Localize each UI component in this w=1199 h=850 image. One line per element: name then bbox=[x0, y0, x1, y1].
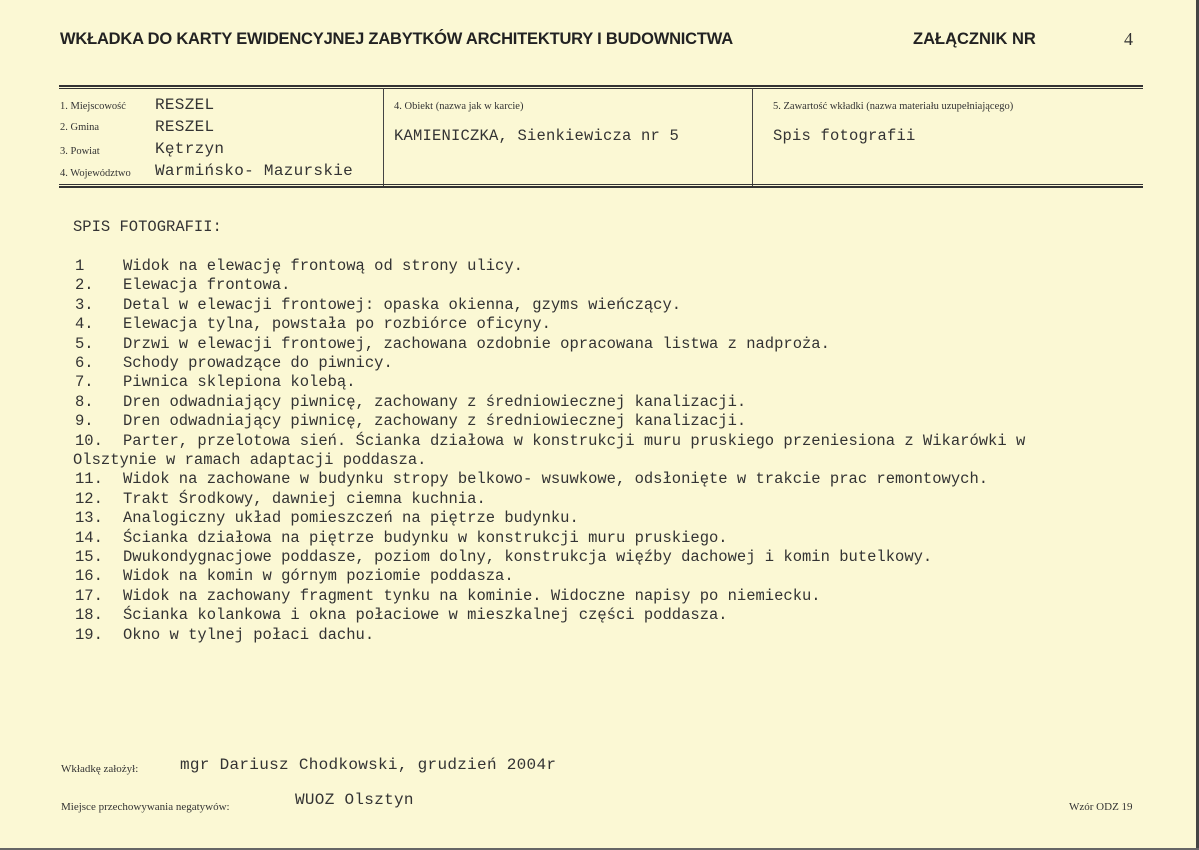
field-value-gmina: RESZEL bbox=[155, 118, 215, 136]
list-item-text: Drzwi w elewacji frontowej, zachowana ozdobnie opracowana listwa z nadproża. bbox=[123, 334, 830, 353]
list-item-continuation: Olsztynie w ramach adaptacji poddasza. bbox=[73, 451, 427, 469]
top-rule-thin bbox=[59, 88, 1143, 89]
list-item-text: Dren odwadniający piwnicę, zachowany z średniowiecznej kanalizacji. bbox=[123, 412, 747, 431]
field-value-obiekt: KAMIENICZKA, Sienkiewicza nr 5 bbox=[394, 127, 680, 145]
list-item-text: Widok na zachowane w budynku stropy belkowo- wsuwkowe, odsłonięte w trakcie prac remontowych. bbox=[123, 470, 989, 489]
attachment-number: 4 bbox=[1124, 29, 1133, 49]
list-item-number: 13. bbox=[75, 509, 103, 528]
field-value-powiat: Kętrzyn bbox=[155, 140, 225, 158]
list-item-number: 17. bbox=[75, 586, 103, 605]
field-value-zawartosc: Spis fotografii bbox=[773, 127, 916, 145]
list-item-text: Analogiczny układ pomieszczeń na piętrze budynku. bbox=[123, 509, 579, 528]
list-item-number: 3. bbox=[75, 295, 94, 314]
field-label-zawartosc: 5. Zawartość wkładki (nazwa materiału uzupełniającego) bbox=[773, 101, 1014, 112]
form-title: WKŁADKA DO KARTY EWIDENCYJNEJ ZABYTKÓW ARCHITEKTURY I BUDOWNICTWA bbox=[60, 30, 733, 48]
list-item-number: 9. bbox=[75, 412, 94, 431]
list-item-number: 15. bbox=[75, 548, 103, 566]
list-item-text: Trakt Środkowy, dawniej ciemna kuchnia. bbox=[123, 489, 486, 508]
list-item-text: Dren odwadniający piwnicę, zachowany z średniowiecznej kanalizacji. bbox=[123, 392, 747, 411]
list-item-text: Widok na zachowany fragment tynku na kominie. Widoczne napisy po niemiecku. bbox=[123, 586, 821, 605]
list-item-text: Ścianka działowa na piętrze budynku w konstrukcji muru pruskiego. bbox=[123, 528, 728, 547]
author-value: mgr Dariusz Chodkowski, grudzień 2004r bbox=[180, 756, 557, 774]
list-item-text: Widok na elewację frontową od strony ulicy. bbox=[123, 257, 523, 275]
list-item-number: 2. bbox=[75, 276, 94, 295]
list-item-text: Schody prowadzące do piwnicy. bbox=[123, 354, 393, 372]
list-item-text: Elewacja frontowa. bbox=[123, 276, 291, 295]
list-item-number: 6. bbox=[75, 354, 94, 372]
list-item-text: Ścianka kolankowa i okna połaciowe w mieszkalnej części poddasza. bbox=[123, 606, 728, 625]
photo-list-heading: SPIS FOTOGRAFII: bbox=[73, 218, 222, 236]
field-label-wojewodztwo: 4. Województwo bbox=[60, 168, 131, 179]
list-item-number: 10. bbox=[75, 431, 103, 450]
list-item-text: Piwnica sklepiona kolebą. bbox=[123, 373, 356, 392]
list-item-number: 11. bbox=[75, 470, 103, 489]
list-item-number: 4. bbox=[75, 315, 94, 334]
list-item-number: 16. bbox=[75, 567, 103, 586]
attachment-label: ZAŁĄCZNIK NR bbox=[913, 30, 1036, 48]
mid-rule bbox=[59, 186, 1143, 188]
field-label-gmina: 2. Gmina bbox=[60, 122, 100, 133]
form-template-id: Wzór ODZ 19 bbox=[1069, 801, 1133, 813]
list-item-text: Parter, przelotowa sień. Ścianka działowa w konstrukcji muru pruskiego przeniesiona z Wikarówki w bbox=[123, 431, 1026, 450]
list-item-number: 12. bbox=[75, 489, 103, 508]
list-item-number: 14. bbox=[75, 528, 103, 547]
list-item-number: 18. bbox=[75, 606, 103, 625]
list-item-number: 1 bbox=[75, 257, 85, 275]
field-label-powiat: 3. Powiat bbox=[60, 146, 100, 157]
field-value-miejscowosc: RESZEL bbox=[155, 96, 215, 114]
list-item-number: 8. bbox=[75, 392, 94, 411]
mid-rule-thin bbox=[59, 184, 1143, 185]
list-item-text: Elewacja tylna, powstała po rozbiórce oficyny. bbox=[123, 315, 551, 334]
author-label: Wkładkę założył: bbox=[61, 763, 139, 775]
column-divider bbox=[383, 88, 384, 186]
field-label-miejscowosc: 1. Miejscowość bbox=[60, 101, 126, 112]
negatives-location-label: Miejsce przechowywania negatywów: bbox=[61, 801, 230, 813]
list-item-text: Widok na komin w górnym poziomie poddasza. bbox=[123, 567, 514, 586]
top-rule bbox=[59, 85, 1143, 87]
list-item-text: Okno w tylnej połaci dachu. bbox=[123, 625, 375, 644]
column-divider bbox=[752, 88, 753, 186]
list-item-number: 7. bbox=[75, 373, 94, 392]
list-item-number: 19. bbox=[75, 625, 103, 644]
list-item-number: 5. bbox=[75, 334, 94, 353]
field-value-wojewodztwo: Warmińsko- Mazurskie bbox=[155, 162, 354, 180]
list-item-text: Dwukondygnacjowe poddasze, poziom dolny, konstrukcja więźby dachowej i komin butelkowy. bbox=[123, 548, 933, 566]
field-label-obiekt: 4. Obiekt (nazwa jak w karcie) bbox=[394, 101, 524, 112]
negatives-location-value: WUOZ Olsztyn bbox=[295, 791, 414, 809]
list-item-text: Detal w elewacji frontowej: opaska okienna, gzyms wieńczący. bbox=[123, 295, 682, 314]
